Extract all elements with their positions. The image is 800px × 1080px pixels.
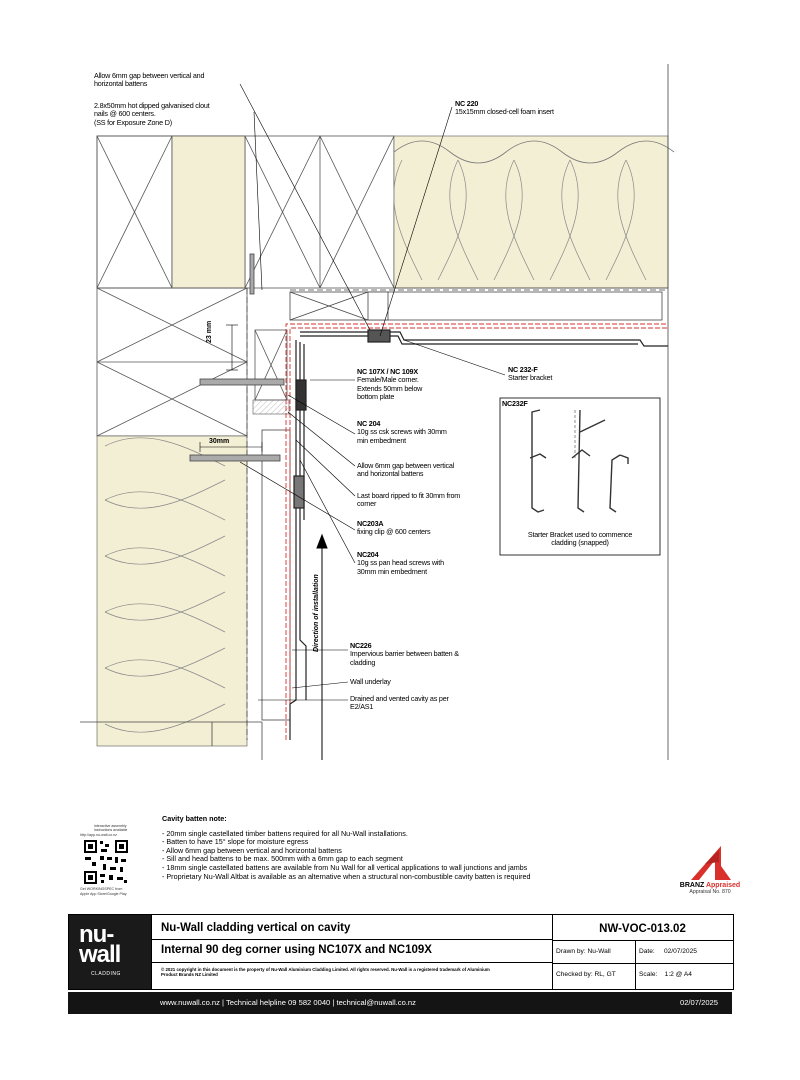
callout-drained: Drained and vented cavity as per E2/AS1 bbox=[350, 694, 449, 712]
logo-text-2: wall bbox=[79, 941, 121, 968]
copyright-notice: © 2021 copyright in this document is the property of Nu-Wall Aluminium Cladding Limited. All rights reserved. Nu-Wall is a registered trademark of Aluminium Product Brands NZ Limited bbox=[161, 967, 490, 978]
callout-gap-mid: Allow 6mm gap between vertical and horizontal battens bbox=[357, 461, 455, 479]
horizontal-batten bbox=[290, 292, 662, 320]
qr-code-icon[interactable] bbox=[83, 839, 129, 885]
scale-field: Scale: 1:2 @ A4 bbox=[639, 971, 692, 978]
callout-nc203a: NC203A fixing clip @ 600 centers bbox=[357, 519, 431, 537]
callout-nc232f: NC 232-F Starter bracket bbox=[508, 365, 553, 383]
checked-by: Checked by: RL, GT bbox=[556, 971, 616, 978]
list-item: - Allow 6mm gap between vertical and horizontal battens bbox=[162, 845, 342, 855]
drawing-title: Nu-Wall cladding vertical on cavity bbox=[161, 922, 351, 934]
branz-appraisal-number: Appraisal No. 870 bbox=[689, 889, 731, 895]
timber-framing-top bbox=[97, 136, 394, 288]
stud-shaded bbox=[172, 136, 245, 288]
qr-block[interactable] bbox=[80, 824, 132, 896]
drawn-by: Drawn by: Nu-Wall bbox=[556, 948, 611, 955]
list-item: - 20mm single castellated timber battens required for all Nu-Wall installations. bbox=[162, 828, 408, 838]
callout-wall-underlay: Wall underlay bbox=[350, 677, 391, 686]
list-item: - Batten to have 15° slope for moisture egress bbox=[162, 837, 309, 847]
inset-caption: Starter Bracket used to commence cladding (snapped) bbox=[527, 530, 633, 548]
insulation-left bbox=[97, 436, 247, 746]
callout-nc204a: NC 204 10g ss csk screws with 30mm min embedment bbox=[357, 419, 447, 445]
list-item: - Sill and head battens to be max. 500mm with a 6mm gap to each segment bbox=[162, 854, 403, 864]
footer-contact[interactable]: www.nuwall.co.nz | Technical helpline 09 582 0040 | technical@nuwall.co.nz bbox=[160, 998, 416, 1007]
branz-appraised-badge bbox=[670, 842, 750, 895]
list-item: - 18mm single castellated battens are available from Nu Wall for all vertical applications to wall junctions and jambs bbox=[162, 862, 528, 872]
callout-nc226: NC226 Impervious barrier between batten & cladding bbox=[350, 641, 459, 667]
title-block bbox=[68, 914, 734, 990]
callout-nc220: NC 220 15x15mm closed-cell foam insert bbox=[455, 99, 554, 117]
qr-url: http://app.nu-wall.co.nz bbox=[80, 832, 117, 837]
cavity-batten-notes bbox=[162, 815, 722, 881]
logo-text-1: nu- bbox=[79, 921, 114, 948]
dimensions bbox=[200, 325, 262, 452]
notes-heading: Cavity batten note: bbox=[162, 814, 227, 823]
branz-logo-icon bbox=[685, 842, 735, 882]
callout-gap-top: Allow 6mm gap between vertical and horizontal battens bbox=[94, 71, 205, 89]
footer-bar bbox=[68, 992, 732, 1014]
dimension-30mm: 30mm bbox=[209, 438, 230, 445]
drawing-code: NW-VOC-013.02 bbox=[599, 923, 686, 935]
date-field: Date: 02/07/2025 bbox=[639, 948, 697, 955]
cladding-vertical bbox=[290, 340, 306, 740]
dimension-23mm: 23 mm bbox=[206, 320, 213, 343]
nu-wall-logo bbox=[69, 915, 151, 989]
qr-caption-top: interactive assembly instructions available bbox=[94, 824, 128, 833]
inset-code: NC232F bbox=[502, 399, 528, 408]
qr-caption-bottom: Get WORKINGSPEC from Apple App Store/Google Play bbox=[80, 887, 127, 896]
footer-date: 02/07/2025 bbox=[679, 998, 718, 1007]
branz-appraised: Appraised bbox=[705, 882, 741, 889]
drawing-subtitle: Internal 90 deg corner using NC107X and NC109X bbox=[161, 944, 432, 956]
direction-label: Direction of installation bbox=[313, 574, 320, 652]
logo-subtitle: CLADDING bbox=[91, 971, 121, 977]
hatched-block bbox=[253, 400, 289, 414]
callout-nc204b: NC204 10g ss pan head screws with 30mm min embedment bbox=[357, 550, 444, 576]
callout-nc107x: NC 107X / NC 109X Female/Male corner. Extends 50mm below bottom plate bbox=[357, 367, 423, 402]
callout-last-board: Last board ripped to fit 30mm from corner bbox=[357, 491, 461, 509]
list-item: - Proprietary Nu-Wall Altbat is available as an alternative when a structural non-combustible cavity batten is required bbox=[162, 871, 531, 881]
cladding-horizontal bbox=[300, 330, 668, 346]
branz-brand: BRANZ bbox=[679, 882, 705, 889]
callout-clout-nails: 2.8x50mm hot dipped galvanised clout nails @ 600 centers. (SS for Exposure Zone D) bbox=[94, 101, 210, 127]
